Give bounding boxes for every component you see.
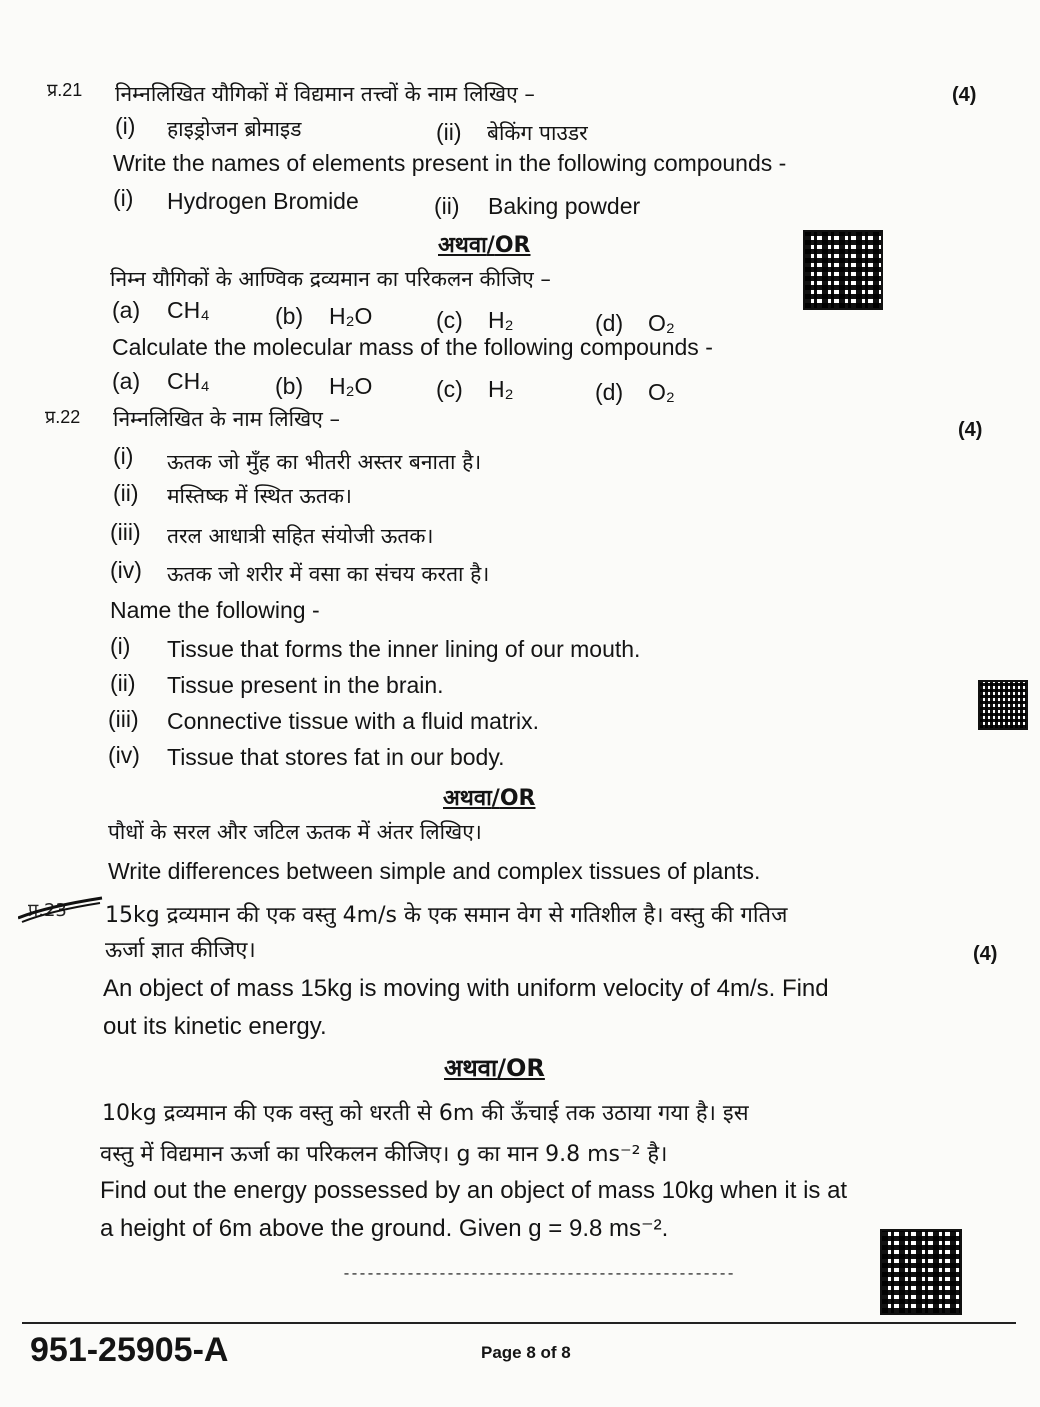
q21-or-divider: अथवा/OR [438,233,531,258]
q21-number: प्र.21 [47,80,83,100]
q23-marks: (4) [973,943,998,965]
q21-hindi-item-text: हाइड्रोजन ब्रोमाइड [167,117,302,141]
or-english: OR [499,786,536,811]
q21-alt-english-item-label: (c) [436,376,463,402]
q21-alt-english-item-text: H₂ [488,376,514,402]
q23-english-line1: An object of mass 15kg is moving with uniform velocity of 4m/s. Find [103,975,829,1002]
q21-alt-english-item-label: (d) [595,379,624,405]
q21-english-item-label: (ii) [434,193,460,219]
q22-alt-english: Write differences between simple and complex tissues of plants. [108,858,761,884]
q22-hindi-item-text: ऊतक जो शरीर में वसा का संचय करता है। [167,562,490,586]
q21-alt-item-text: O₂ [648,310,675,336]
q21-alt-english-item-text: CH₄ [167,368,210,394]
q21-english-item-text: Hydrogen Bromide [167,188,359,214]
q21-alt-item-text: H₂O [329,303,373,329]
or-hindi: अथवा [438,233,487,258]
q23-alt-hindi-line2: वस्तु में विद्यमान ऊर्जा का परिकलन कीजिए। g का मान 9.8 ms⁻² है। [100,1142,668,1167]
or-english: OR [506,1054,545,1082]
struck-question-number [18,896,103,924]
or-hindi: अथवा [444,1054,498,1082]
q21-alt-item-label: (c) [436,307,463,333]
q21-english-prompt: Write the names of elements present in the following compounds - [113,150,787,176]
q21-english-item-text: Baking powder [488,193,641,219]
q22-hindi-prompt: निम्नलिखित के नाम लिखिए – [113,407,340,431]
qr-code-top [803,230,883,310]
qr-code-bottom [880,1229,962,1315]
q23-alt-english-line1: Find out the energy possessed by an object of mass 10kg when it is at [100,1177,848,1204]
q21-alt-item-text: H₂ [488,307,514,333]
q22-english-item-label: (ii) [110,670,136,696]
q22-hindi-item-label: (i) [113,443,134,469]
q23-or-divider: अथवा/OR [444,1054,545,1082]
q22-english-prompt: Name the following - [110,597,320,623]
q22-english-item-label: (iv) [108,742,140,768]
q21-english-item-label: (i) [113,185,134,211]
q22-hindi-item-label: (ii) [113,480,139,506]
q21-alt-english-item-text: O₂ [648,379,675,405]
q22-english-item-text: Tissue that stores fat in our body. [167,744,505,770]
q22-english-item-text: Tissue present in the brain. [167,672,444,698]
end-dash-line: ------------------------------------------------- [342,1266,735,1283]
page-number: Page 8 of 8 [481,1343,571,1362]
q21-alt-english-item-label: (a) [112,368,141,394]
q21-hindi-item-label: (ii) [436,119,462,145]
q21-hindi-item-label: (i) [115,113,136,139]
q23-alt-english-line2: a height of 6m above the ground. Given g = 9.8 ms⁻². [100,1215,669,1242]
q23-hindi-line2: ऊर्जा ज्ञात कीजिए। [105,938,256,963]
paper-code: 951-25905-A [30,1331,229,1369]
q21-hindi-item-text: बेकिंग पाउडर [487,121,588,145]
q21-alt-hindi-prompt: निम्न यौगिकों के आण्विक द्रव्यमान का परिकलन कीजिए – [110,267,551,291]
or-hindi: अथवा [443,786,492,811]
q22-hindi-item-text: तरल आधात्री सहित संयोजी ऊतक। [167,524,434,548]
q21-marks: (4) [952,84,977,106]
q21-alt-english-prompt: Calculate the molecular mass of the following compounds - [112,334,713,360]
q21-alt-english-item-text: H₂O [329,373,373,399]
q22-english-item-label: (iii) [108,706,139,732]
q22-marks: (4) [958,419,983,441]
q21-alt-item-label: (a) [112,297,141,323]
q21-alt-item-text: CH₄ [167,297,210,323]
q22-hindi-item-text: मस्तिष्क में स्थित ऊतक। [167,484,352,508]
footer-rule [22,1322,1016,1324]
q22-english-item-text: Connective tissue with a fluid matrix. [167,708,539,734]
q22-hindi-item-label: (iv) [110,557,142,583]
q23-hindi-line1: 15kg द्रव्यमान की एक वस्तु 4m/s के एक समान वेग से गतिशील है। वस्तु की गतिज [105,903,788,928]
q21-alt-item-label: (d) [595,310,624,336]
q21-alt-english-item-label: (b) [275,373,304,399]
q21-alt-item-label: (b) [275,303,304,329]
or-english: OR [494,233,531,258]
q23-alt-hindi-line1: 10kg द्रव्यमान की एक वस्तु को धरती से 6m की ऊँचाई तक उठाया गया है। इस [102,1101,749,1126]
q22-or-divider: अथवा/OR [443,786,536,811]
q22-hindi-item-text: ऊतक जो मुँह का भीतरी अस्तर बनाता है। [167,450,482,474]
q22-english-item-text: Tissue that forms the inner lining of our mouth. [167,636,641,662]
q22-english-item-label: (i) [110,633,131,659]
q22-alt-hindi: पौधों के सरल और जटिल ऊतक में अंतर लिखिए। [108,820,482,844]
q22-hindi-item-label: (iii) [110,519,141,545]
q23-number: प्र.23 [28,900,67,921]
q21-hindi-prompt: निम्नलिखित यौगिकों में विद्यमान तत्त्वों के नाम लिखिए – [115,82,535,106]
q22-number: प्र.22 [45,407,81,427]
q23-english-line2: out its kinetic energy. [103,1013,327,1040]
qr-code-side [978,680,1028,730]
